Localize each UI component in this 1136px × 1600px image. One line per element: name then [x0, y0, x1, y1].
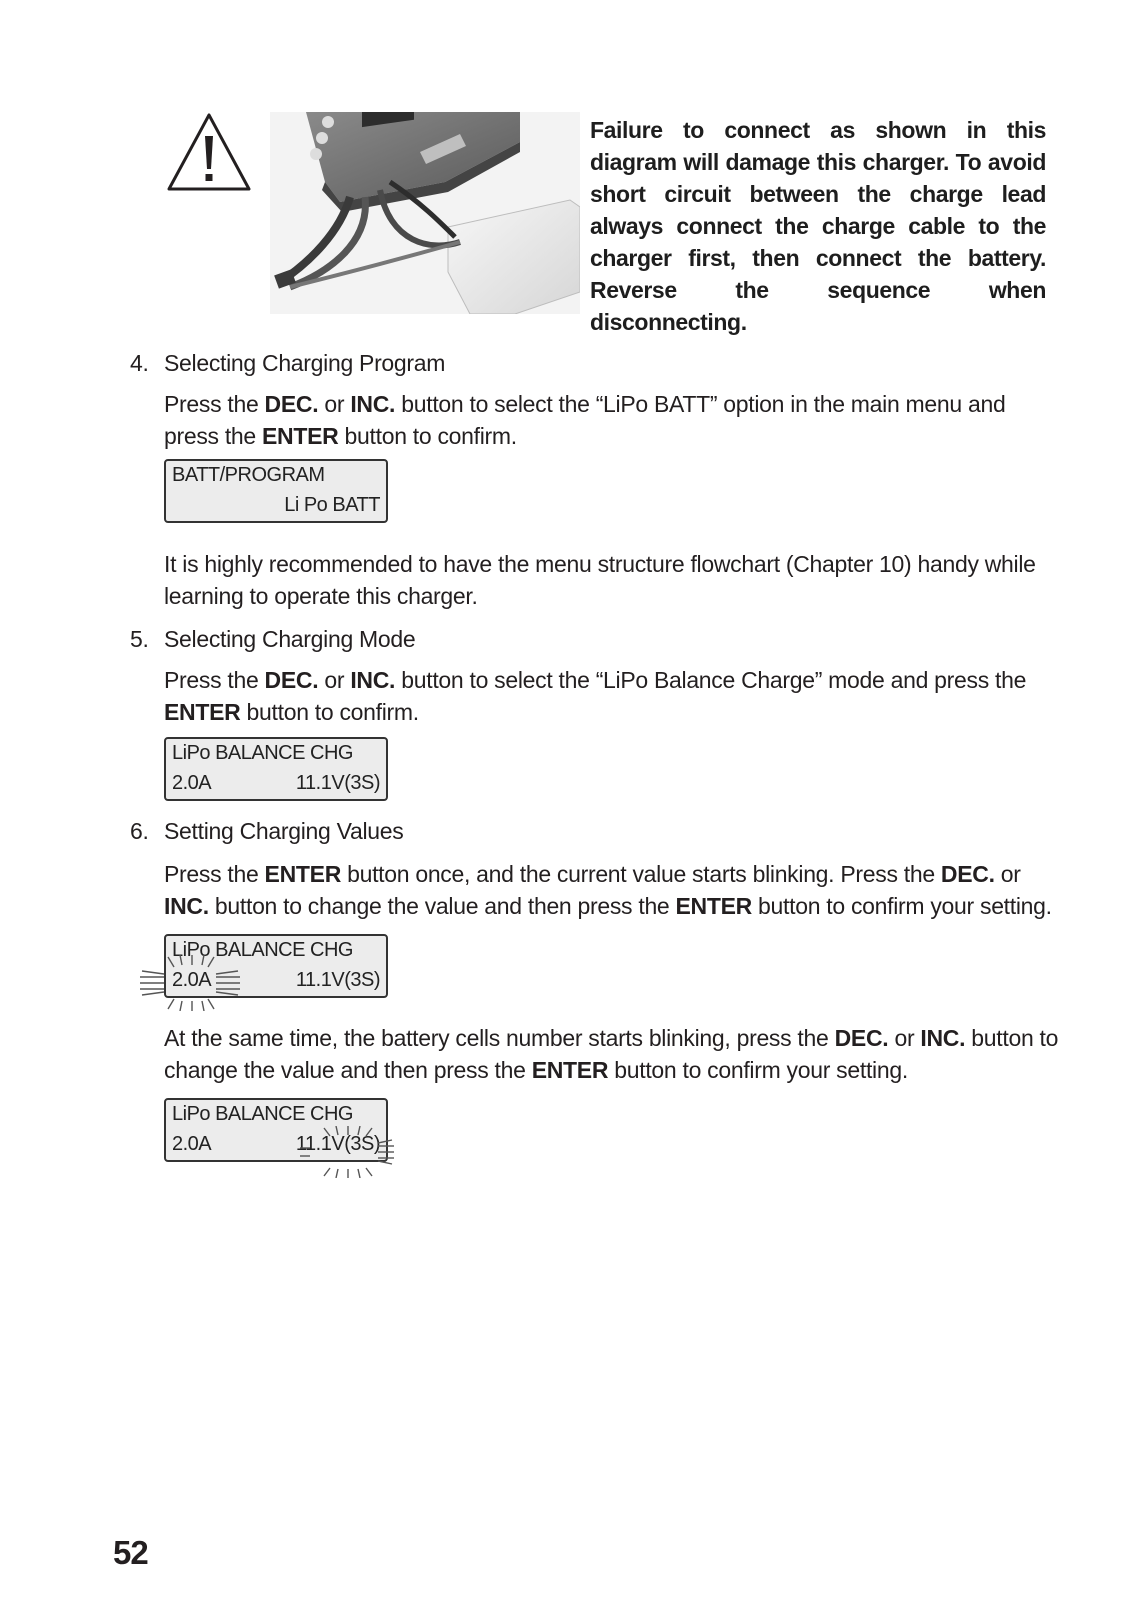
button-name: ENTER: [531, 1057, 609, 1083]
page-number: 52: [113, 1534, 148, 1571]
step-4-instruction: Press the DEC. or INC. button to select the “LiPo BATT” option in the main menu and press the ENTER button to confirm.: [164, 391, 1006, 449]
lcd-line1: LiPo BALANCE CHG: [172, 742, 353, 764]
step-5-instruction: Press the DEC. or INC. button to select the “LiPo Balance Charge” mode and press the ENTER button to confirm.: [164, 667, 1027, 725]
step-number: 4.: [130, 350, 149, 376]
charger-connection-photo: [270, 112, 580, 314]
button-name: ENTER: [164, 699, 241, 725]
step-6-instruction: Press the ENTER button once, and the current value starts blinking. Press the DEC. or INC. button to change the value and then press the ENTER button to confirm your setting.: [164, 861, 1052, 919]
warning-icon: [166, 112, 252, 192]
lcd-line2-right: 11.1V(3S): [295, 772, 380, 794]
step-title: Selecting Charging Program: [164, 350, 446, 376]
lcd-line2-right: 11.1V(3S): [295, 1133, 380, 1155]
step-4-heading: [130, 348, 445, 378]
button-name: DEC.: [264, 667, 319, 693]
step-number: 5.: [130, 626, 149, 652]
step-number: 6.: [130, 818, 149, 844]
step-6-heading: [130, 816, 403, 846]
button-name: INC.: [350, 667, 396, 693]
step-title: Selecting Charging Mode: [164, 626, 416, 652]
lcd-line2-left: 2.0A: [172, 1133, 212, 1155]
button-name: INC.: [920, 1025, 966, 1051]
lcd-display-program: [164, 459, 388, 523]
lcd-line2-right: 11.1V(3S): [295, 969, 380, 991]
lcd-line2-right: Li Po BATT: [284, 494, 380, 516]
lcd-line1: LiPo BALANCE CHG: [172, 939, 353, 961]
lcd-line2-left: 2.0A: [172, 969, 212, 991]
lcd-line1: BATT/PROGRAM: [172, 464, 325, 486]
step-title: Setting Charging Values: [164, 818, 404, 844]
button-name: ENTER: [264, 861, 341, 887]
flowchart-note: It is highly recommended to have the menu structure flowchart (Chapter 10) handy while learning to operate this charger.: [164, 551, 1036, 609]
lcd-display-current-blinking: [164, 934, 388, 998]
button-name: ENTER: [262, 423, 339, 449]
lcd-display-cells-blinking: [164, 1098, 388, 1162]
lcd-display-mode: [164, 737, 388, 801]
button-name: INC.: [350, 391, 396, 417]
button-name: INC.: [164, 893, 209, 919]
lcd-line2-left: 2.0A: [172, 772, 212, 794]
warning-text: Failure to connect as shown in this diagram will damage this charger. To avoid short circuit between the charge lead always connect the charge cable to the charger first, then connect the battery. Reverse the sequence when disconnecting.: [590, 117, 1046, 335]
step-6-cells-instruction: At the same time, the battery cells number starts blinking, press the DEC. or INC. button to change the value and then press the ENTER button to confirm your setting.: [164, 1025, 1059, 1083]
step-5-heading: [130, 624, 415, 654]
button-name: DEC.: [834, 1025, 889, 1051]
button-name: DEC.: [264, 391, 319, 417]
button-name: ENTER: [675, 893, 752, 919]
lcd-line1: LiPo BALANCE CHG: [172, 1103, 353, 1125]
button-name: DEC.: [940, 861, 995, 887]
